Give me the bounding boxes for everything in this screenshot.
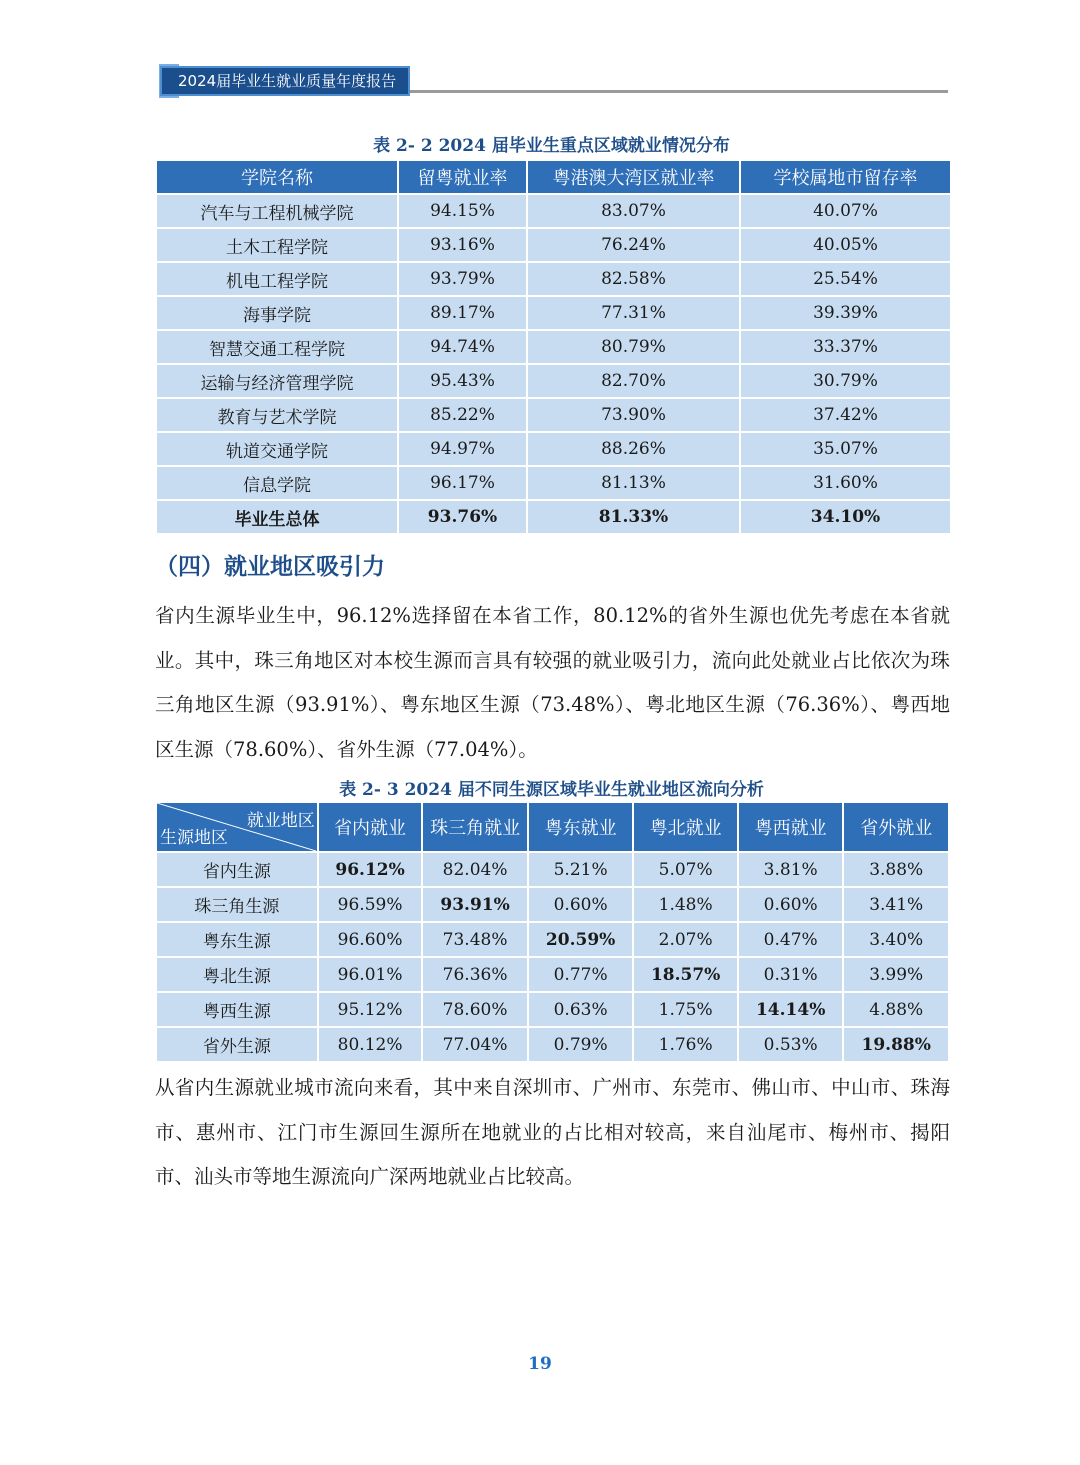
table-2-3 <box>155 801 950 1063</box>
flow-rate-cell: 82.04% <box>423 853 527 886</box>
flow-rate-cell: 96.60% <box>319 923 422 956</box>
flow-rate-cell: 1.48% <box>634 888 737 921</box>
rate-cell: 85.22% <box>399 399 526 431</box>
college-name-cell: 海事学院 <box>157 297 397 329</box>
section-heading: （四）就业地区吸引力 <box>155 554 385 580</box>
flow-rate-cell: 80.12% <box>319 1028 422 1061</box>
rate-cell: 94.15% <box>399 195 526 227</box>
flow-rate-cell: 78.60% <box>423 993 527 1026</box>
flow-rate-cell: 0.47% <box>739 923 843 956</box>
source-region-cell: 粤西生源 <box>157 993 317 1026</box>
flow-rate-cell: 3.41% <box>844 888 948 921</box>
flow-rate-cell: 20.59% <box>529 923 633 956</box>
flow-rate-cell: 4.88% <box>844 993 948 1026</box>
report-title: 2024届毕业生就业质量年度报告 <box>178 72 397 90</box>
flow-rate-cell: 2.07% <box>634 923 737 956</box>
rate-cell: 25.54% <box>741 263 950 295</box>
college-name-cell: 土木工程学院 <box>157 229 397 261</box>
rate-cell: 93.16% <box>399 229 526 261</box>
total-rate-cell: 34.10% <box>741 501 950 533</box>
table-header-row <box>157 803 948 851</box>
rate-cell: 93.79% <box>399 263 526 295</box>
rate-cell: 94.97% <box>399 433 526 465</box>
table-total-row <box>157 501 950 533</box>
college-name-cell: 汽车与工程机械学院 <box>157 195 397 227</box>
table-row <box>157 433 950 465</box>
corner-label-destination: 就业地区 <box>246 811 315 831</box>
source-region-cell: 省内生源 <box>157 853 317 886</box>
table-row <box>157 263 950 295</box>
flow-rate-cell: 96.59% <box>319 888 422 921</box>
total-rate-cell: 81.33% <box>528 501 739 533</box>
table-row <box>157 467 950 499</box>
flow-rate-cell: 3.88% <box>844 853 948 886</box>
table-row <box>157 888 948 921</box>
rate-cell: 89.17% <box>399 297 526 329</box>
college-name-cell: 信息学院 <box>157 467 397 499</box>
flow-rate-cell: 77.04% <box>423 1028 527 1061</box>
rate-cell: 73.90% <box>528 399 739 431</box>
table-row <box>157 195 950 227</box>
table-2-2-caption: 表 2- 2 2024 届毕业生重点区域就业情况分布 <box>373 136 730 156</box>
flow-rate-cell: 3.81% <box>739 853 843 886</box>
rate-cell: 82.70% <box>528 365 739 397</box>
flow-rate-cell: 18.57% <box>634 958 737 991</box>
rate-cell: 40.07% <box>741 195 950 227</box>
rate-cell: 88.26% <box>528 433 739 465</box>
flow-rate-cell: 0.31% <box>739 958 843 991</box>
column-header: 珠三角就业 <box>423 803 527 851</box>
table-row <box>157 993 948 1026</box>
table-row <box>157 958 948 991</box>
flow-rate-cell: 0.60% <box>529 888 633 921</box>
table-2-3-caption: 表 2- 3 2024 届不同生源区域毕业生就业地区流向分析 <box>339 780 764 800</box>
column-header: 省内就业 <box>319 803 422 851</box>
diagonal-corner-header <box>157 803 317 851</box>
rate-cell: 80.79% <box>528 331 739 363</box>
flow-rate-cell: 95.12% <box>319 993 422 1026</box>
source-region-cell: 珠三角生源 <box>157 888 317 921</box>
college-name-cell: 教育与艺术学院 <box>157 399 397 431</box>
source-region-cell: 粤北生源 <box>157 958 317 991</box>
table-row <box>157 331 950 363</box>
rate-cell: 94.74% <box>399 331 526 363</box>
rate-cell: 83.07% <box>528 195 739 227</box>
flow-rate-cell: 0.53% <box>739 1028 843 1061</box>
flow-rate-cell: 3.40% <box>844 923 948 956</box>
column-header: 粤西就业 <box>739 803 843 851</box>
college-name-cell: 运输与经济管理学院 <box>157 365 397 397</box>
source-region-cell: 粤东生源 <box>157 923 317 956</box>
flow-rate-cell: 0.63% <box>529 993 633 1026</box>
paragraph-regional-attraction: 省内生源毕业生中，96.12%选择留在本省工作，80.12%的省外生源也优先考虑在本省就业。其中，珠三角地区对本校生源而言具有较强的就业吸引力，流向此处就业占比依次为珠三角地区生源（93.91%）、粤东地区生源（73.48%）、粤北地区生源（76.36%）、粤西地区生源（78.60%）、省外生源（77.04%）。 <box>155 604 950 761</box>
table-row <box>157 399 950 431</box>
flow-rate-cell: 76.36% <box>423 958 527 991</box>
table-row <box>157 365 950 397</box>
header-rule <box>410 90 948 93</box>
flow-rate-cell: 3.99% <box>844 958 948 991</box>
college-name-cell: 智慧交通工程学院 <box>157 331 397 363</box>
flow-rate-cell: 0.77% <box>529 958 633 991</box>
rate-cell: 82.58% <box>528 263 739 295</box>
flow-rate-cell: 1.75% <box>634 993 737 1026</box>
table-row <box>157 297 950 329</box>
table-row <box>157 853 948 886</box>
column-header: 学院名称 <box>157 161 397 193</box>
flow-rate-cell: 1.76% <box>634 1028 737 1061</box>
rate-cell: 81.13% <box>528 467 739 499</box>
rate-cell: 77.31% <box>528 297 739 329</box>
column-header: 粤北就业 <box>634 803 737 851</box>
table-row <box>157 1028 948 1061</box>
rate-cell: 95.43% <box>399 365 526 397</box>
table-row <box>157 229 950 261</box>
paragraph-city-flow: 从省内生源就业城市流向来看，其中来自深圳市、广州市、东莞市、佛山市、中山市、珠海市、惠州市、江门市生源回生源所在地就业的占比相对较高，来自汕尾市、梅州市、揭阳市、汕头市等地生源流向广深两地就业占比较高。 <box>155 1076 950 1188</box>
column-header: 粤港澳大湾区就业率 <box>528 161 739 193</box>
flow-rate-cell: 93.91% <box>423 888 527 921</box>
rate-cell: 76.24% <box>528 229 739 261</box>
corner-label-source: 生源地区 <box>160 828 228 848</box>
page-number: 19 <box>528 1354 552 1374</box>
rate-cell: 31.60% <box>741 467 950 499</box>
college-name-cell: 轨道交通学院 <box>157 433 397 465</box>
flow-rate-cell: 0.60% <box>739 888 843 921</box>
flow-rate-cell: 96.01% <box>319 958 422 991</box>
table-2-2 <box>155 159 952 535</box>
rate-cell: 37.42% <box>741 399 950 431</box>
source-region-cell: 省外生源 <box>157 1028 317 1061</box>
rate-cell: 35.07% <box>741 433 950 465</box>
column-header: 学校属地市留存率 <box>741 161 950 193</box>
flow-rate-cell: 14.14% <box>739 993 843 1026</box>
column-header: 留粤就业率 <box>399 161 526 193</box>
flow-rate-cell: 5.07% <box>634 853 737 886</box>
table-header-row <box>157 161 950 193</box>
college-name-cell: 机电工程学院 <box>157 263 397 295</box>
column-header: 省外就业 <box>844 803 948 851</box>
flow-rate-cell: 19.88% <box>844 1028 948 1061</box>
total-label-cell: 毕业生总体 <box>157 501 397 533</box>
flow-rate-cell: 0.79% <box>529 1028 633 1061</box>
rate-cell: 96.17% <box>399 467 526 499</box>
flow-rate-cell: 96.12% <box>319 853 422 886</box>
rate-cell: 33.37% <box>741 331 950 363</box>
table-row <box>157 923 948 956</box>
flow-rate-cell: 5.21% <box>529 853 633 886</box>
column-header: 粤东就业 <box>529 803 633 851</box>
total-rate-cell: 93.76% <box>399 501 526 533</box>
rate-cell: 40.05% <box>741 229 950 261</box>
rate-cell: 30.79% <box>741 365 950 397</box>
rate-cell: 39.39% <box>741 297 950 329</box>
flow-rate-cell: 73.48% <box>423 923 527 956</box>
